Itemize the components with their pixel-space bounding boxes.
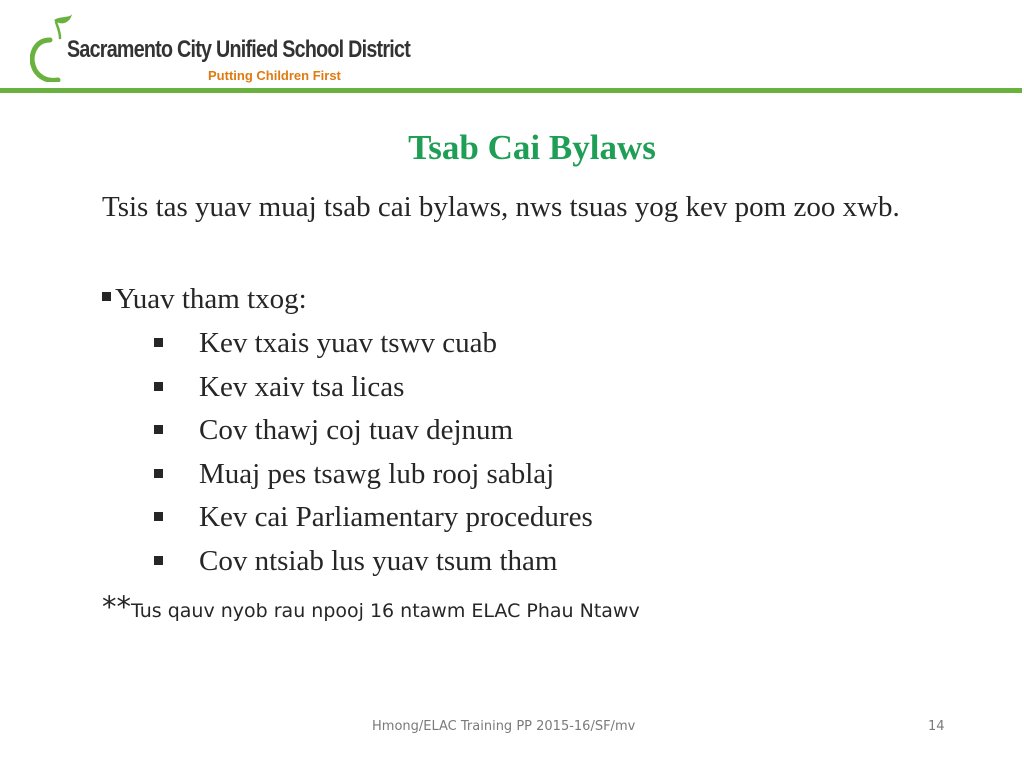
list-item-text: Cov thawj coj tuav dejnum xyxy=(199,414,514,446)
list-item-text: Kev cai Parliamentary procedures xyxy=(199,501,593,533)
topics-subhead-label: Yuav tham txog: xyxy=(115,283,307,315)
list-item-text: Kev xaiv tsa licas xyxy=(199,370,405,403)
square-bullet-icon xyxy=(154,425,163,434)
list-item-text: Cov ntsiab lus yuav tsum tham xyxy=(199,544,558,577)
topics-subhead xyxy=(102,280,307,319)
square-bullet-icon xyxy=(154,469,163,478)
square-bullet-icon xyxy=(154,512,163,521)
district-logo xyxy=(30,10,411,88)
list-item-text: Kev txais yuav tswv cuab xyxy=(199,327,497,359)
list-item-text: Muaj pes tsawg lub rooj sablaj xyxy=(199,457,555,490)
page-number: 14 xyxy=(928,719,945,734)
header-divider xyxy=(0,88,1022,93)
square-bullet-icon xyxy=(102,292,111,301)
district-name: Sacramento City Unified School District xyxy=(67,36,411,63)
note-asterisks: ** xyxy=(102,590,131,624)
square-bullet-icon xyxy=(154,382,163,391)
square-bullet-icon xyxy=(154,338,163,347)
intro-paragraph: Tsis tas yuav muaj tsab cai bylaws, nws tsuas yog kev pom zoo xwb. xyxy=(102,191,900,223)
district-tagline: Putting Children First xyxy=(208,68,341,83)
note-text: Tus qauv nyob rau npooj 16 ntawm ELAC Phau Ntawv xyxy=(131,600,640,622)
reference-note xyxy=(102,590,640,624)
footer-text: Hmong/ELAC Training PP 2015-16/SF/mv xyxy=(372,719,636,734)
slide-title: Tsab Cai Bylaws xyxy=(408,128,656,167)
square-bullet-icon xyxy=(154,556,163,565)
